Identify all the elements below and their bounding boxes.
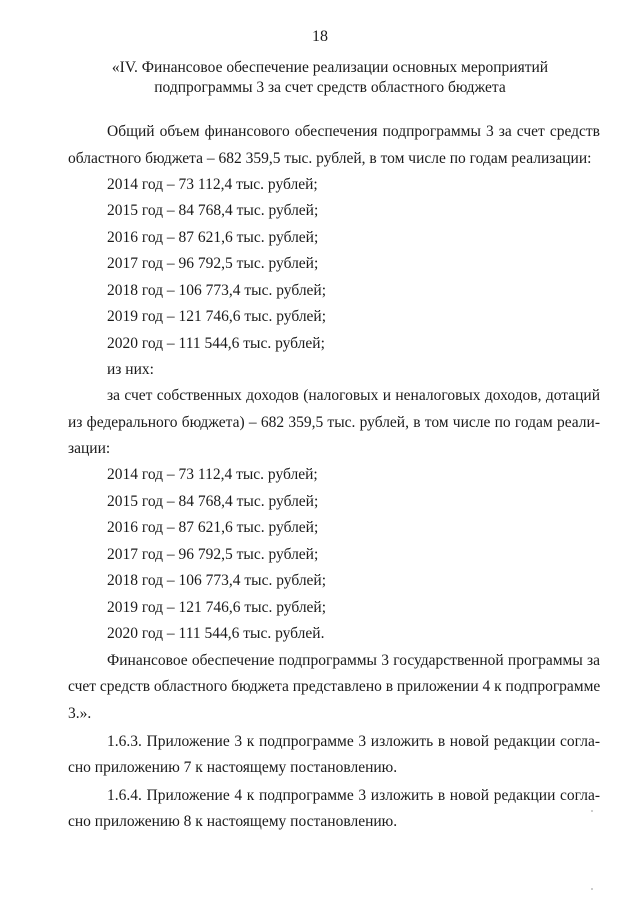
year-item: 2015 год – 84 768,4 тыс. рублей;: [107, 202, 319, 219]
item-1-6-4-line: сно приложению 8 к настоящему постановлению.: [68, 813, 398, 830]
item-1-6-3-line: сно приложению 7 к настоящему постановлению.: [68, 759, 398, 776]
year-item: 2019 год – 121 746,6 тыс. рублей;: [107, 599, 327, 616]
scan-speck: [591, 810, 593, 812]
year-item: 2017 год – 96 792,5 тыс. рублей;: [107, 255, 319, 272]
paragraph-line: Финансовое обеспечение подпрограммы 3 государственной программы за: [107, 652, 600, 669]
paragraph-line: счет средств областного бюджета представлено в приложении 4 к подпрограмме: [68, 678, 601, 695]
year-item: 2020 год – 111 544,6 тыс. рублей.: [107, 625, 325, 642]
paragraph-line: областного бюджета – 682 359,5 тыс. рублей, в том числе по годам реализации:: [68, 150, 592, 167]
heading-line: «IV. Финансовое обеспечение реализации основных мероприятий: [111, 59, 549, 76]
paragraph-line: за счет собственных доходов (налоговых и неналоговых доходов, дотаций: [107, 387, 600, 404]
paragraph-line: Общий объем финансового обеспечения подпрограммы 3 за счет средств: [107, 123, 600, 140]
page-number: 18: [312, 28, 328, 45]
year-item: 2016 год – 87 621,6 тыс. рублей;: [107, 519, 319, 536]
paragraph-line: из федерального бюджета) – 682 359,5 тыс. рублей, в том числе по годам реали-: [68, 414, 600, 431]
year-item: 2019 год – 121 746,6 тыс. рублей;: [107, 308, 327, 325]
year-item: 2018 год – 106 773,4 тыс. рублей;: [107, 572, 327, 589]
year-item: 2014 год – 73 112,4 тыс. рублей;: [107, 176, 318, 193]
list-intro: из них:: [107, 361, 154, 378]
paragraph-line: 3.».: [68, 705, 92, 722]
item-1-6-3-line: 1.6.3. Приложение 3 к подпрограмме 3 изложить в новой редакции согла-: [107, 733, 600, 750]
section-heading: [60, 58, 600, 98]
heading-line: подпрограммы 3 за счет средств областного бюджета: [154, 79, 506, 96]
year-item: 2016 год – 87 621,6 тыс. рублей;: [107, 229, 319, 246]
item-1-6-4-line: 1.6.4. Приложение 4 к подпрограмме 3 изложить в новой редакции согла-: [107, 787, 600, 804]
scan-speck: [591, 888, 593, 890]
year-item: 2014 год – 73 112,4 тыс. рублей;: [107, 466, 318, 483]
paragraph-line: зации:: [68, 440, 111, 457]
year-item: 2020 год – 111 544,6 тыс. рублей;: [107, 335, 325, 352]
year-item: 2018 год – 106 773,4 тыс. рублей;: [107, 282, 327, 299]
year-item: 2017 год – 96 792,5 тыс. рублей;: [107, 546, 319, 563]
year-item: 2015 год – 84 768,4 тыс. рублей;: [107, 493, 319, 510]
